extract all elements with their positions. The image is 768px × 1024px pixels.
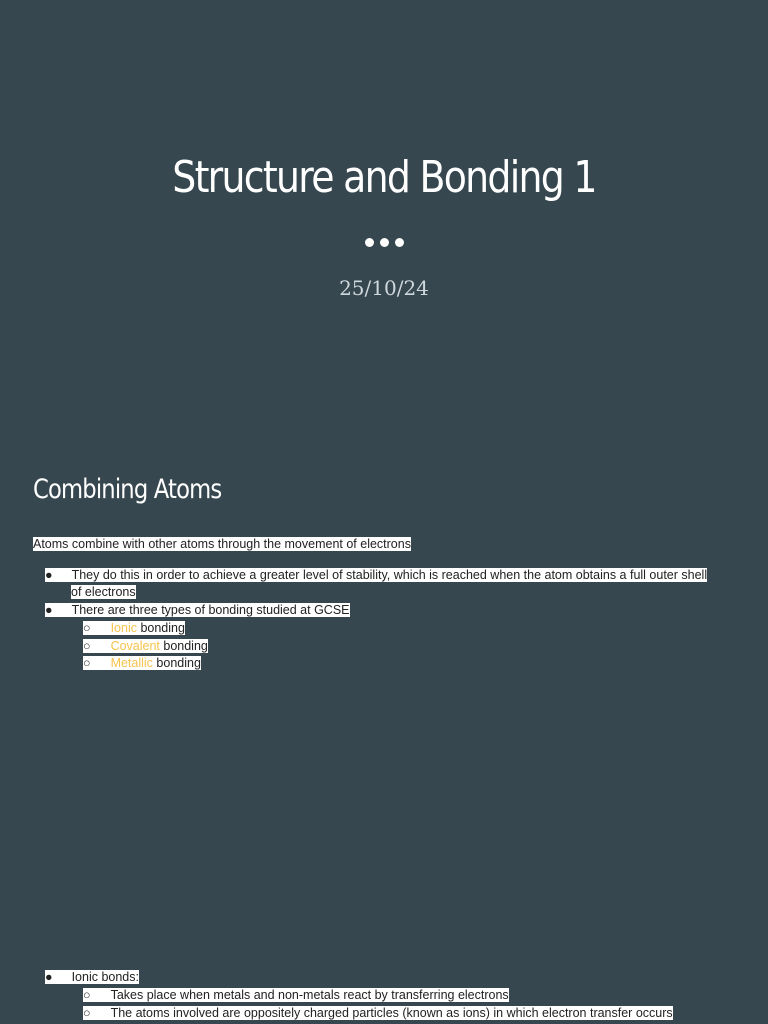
bonding-type-metallic: Metallic <box>110 656 153 670</box>
ionic-heading: Ionic bonds: <box>71 970 139 984</box>
bullet-marker: ● <box>45 603 72 617</box>
list-item: ○ Takes place when metals and non-metals react by transferring electrons <box>83 988 509 1002</box>
bullet-marker: ● <box>45 970 72 984</box>
intro-text: Atoms combine with other atoms through the movement of electrons <box>33 537 411 551</box>
title-dots-decoration <box>0 238 768 247</box>
list-item: ○ Metallic bonding <box>83 656 201 670</box>
list-item: ● They do this in order to achieve a greater level of stability, which is reached when the atom obtains a full outer shell <box>45 568 708 582</box>
bullet-marker: ● <box>45 568 72 582</box>
list-item-continuation: of electrons <box>71 585 136 599</box>
list-item: ○ Covalent bonding <box>83 639 208 653</box>
sub-bullet-marker: ○ <box>83 656 111 670</box>
section-heading: Combining Atoms <box>33 474 222 505</box>
slide-date: 25/10/24 <box>339 276 429 300</box>
bonding-type-ionic: Ionic <box>110 621 137 635</box>
sub-bullet-marker: ○ <box>83 988 111 1002</box>
list-item: ○ Ionic bonding <box>83 621 185 635</box>
list-item: ● There are three types of bonding studied at GCSE <box>45 603 350 617</box>
sub-bullet-marker: ○ <box>83 1006 111 1020</box>
list-item: ○ The atoms involved are oppositely charged particles (known as ions) in which electron transfer occurs <box>83 1006 673 1020</box>
sub-bullet-marker: ○ <box>83 621 111 635</box>
bonding-type-covalent: Covalent <box>110 639 160 653</box>
sub-bullet-marker: ○ <box>83 639 111 653</box>
slide-title: Structure and Bonding 1 <box>172 152 596 203</box>
list-item <box>45 969 139 987</box>
